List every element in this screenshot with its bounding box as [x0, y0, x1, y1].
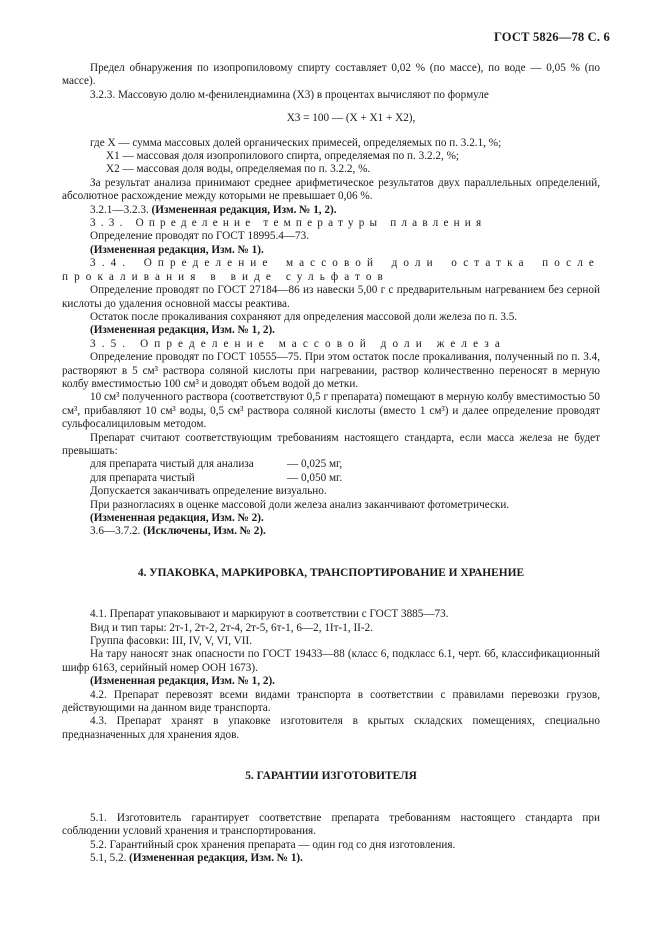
paragraph-3-2-3: 3.2.3. Массовую долю м-фенилендиамина (X3) в процентах вычисляют по формуле [90, 88, 489, 101]
amendment-note-3-5: (Измененная редакция, Изм. № 2). [90, 512, 264, 524]
paragraph-result: За результат анализа принимают среднее арифметическое результатов двух параллельных определений, абсолютное расхождение между которыми не превышает 0,06 %. [62, 176, 600, 203]
paragraph-3-4-method: Определение проводят по ГОСТ 27184—86 из навески 5,00 г с предварительным нагреванием без серной кислоты до удаления основной массы реактива. [62, 284, 600, 310]
paragraph-amendment-3-2 [62, 204, 600, 217]
limit-row-pure-grade [62, 472, 600, 485]
paragraph-detection-limit: Предел обнаружения по изопропиловому спирту составляет 0,02 % (по массе), по воде — 0,05 % (по массе). [62, 62, 600, 88]
amendment-ref: 3.2.1—3.2.3. [90, 203, 149, 216]
paragraph-photometric: При разногласиях в оценке массовой доли железа анализ заканчивают фотометрически. [90, 498, 510, 511]
paragraph-5-1: 5.1. Изготовитель гарантирует соответствие препарата требованиям настоящего стандарта при соблюдении условий хранения и транспортирования. [62, 811, 600, 838]
limit-value: — 0,025 мг, [287, 458, 343, 471]
paragraph-3-5-solution: 10 см³ полученного раствора (соответствуют 0,5 г препарата) помещают в мерную колбу вместимостью 50 см³, прибавляют 10 см³ воды, 0,5 см³ раствора соляной кислоты (вместо 1 см³) и далее определение проводят сульфосалициловым методом. [62, 391, 600, 431]
limit-value: — 0,050 мг. [287, 471, 343, 484]
limit-label: для препарата чистый для анализа [90, 458, 254, 471]
formula-where-x2: X2 — массовая доля воды, определяемая по п. 3.2.2, %. [106, 163, 371, 176]
paragraph-3-3-method: Определение проводят по ГОСТ 18995.4—73. [90, 230, 310, 243]
section-4-title: 4. УПАКОВКА, МАРКИРОВКА, ТРАНСПОРТИРОВАНИЕ И ХРАНЕНИЕ [137, 566, 525, 579]
heading-3-4: 3.4. Определение массовой доли остатка после прокаливания в виде сульфатов [62, 257, 600, 283]
amendment-note-3-3: (Измененная редакция, Изм. № 1). [90, 243, 264, 256]
paragraph-3-5-criteria: Препарат считают соответствующим требованиям настоящего стандарта, если масса железа не будет превышать: [62, 431, 600, 457]
heading-3-5: 3.5. Определение массовой доли железа [90, 337, 506, 350]
limit-row-analysis-grade [62, 458, 600, 471]
paragraph-hazard-sign: На тару наносят знак опасности по ГОСТ 19433—88 (класс 6, подкласс 6.1, черт. 6б, классификационный шифр 6163, серийный номер ООН 1673). [62, 648, 600, 674]
amendment-note-4-1: (Измененная редакция, Изм. № 1, 2). [90, 675, 275, 688]
amendment-note: (Измененная редакция, Изм. № 1, 2). [151, 203, 337, 216]
formula-where-x: где X — сумма массовых долей органических примесей, определяемых по п. 3.2.1, %; [90, 136, 502, 149]
amendment-note-3-4: (Измененная редакция, Изм. № 1, 2). [90, 324, 275, 337]
excluded-ref: 3.6—3.7.2. [90, 525, 141, 538]
paragraph-4-1: 4.1. Препарат упаковывают и маркируют в соответствии с ГОСТ 3885—73. [90, 608, 449, 621]
heading-3-3: 3.3. Определение температуры плавления [90, 217, 487, 230]
paragraph-4-3: 4.3. Препарат хранят в упаковке изготовителя в крытых складских помещениях, специально предназначенных для хранения ядов. [62, 715, 600, 741]
paragraph-3-4-residue: Остаток после прокаливания сохраняют для определения массовой доли железа по п. 3.5. [90, 310, 518, 323]
amendment-note: (Измененная редакция, Изм. № 1). [129, 851, 303, 864]
paragraph-packing-group: Группа фасовки: ІІІ, IV, V, VI, VII. [90, 635, 252, 648]
paragraph-5-2: 5.2. Гарантийный срок хранения препарата — один год со дня изготовления. [90, 838, 456, 851]
document-body [62, 62, 600, 865]
paragraph-excluded [62, 525, 600, 538]
paragraph-visual: Допускается заканчивать определение визуально. [90, 485, 327, 498]
amendment-ref: 5.1, 5.2. [90, 851, 127, 864]
formula: X3 = 100 — (X + X1 + X2), [286, 112, 416, 125]
paragraph-container-types: Вид и тип тары: 2т-1, 2т-2, 2т-4, 2т-5, 6т-1, 6—2, 1Іт-1, ІІ-2. [90, 621, 374, 634]
excluded-note: (Исключены, Изм. № 2). [143, 525, 266, 538]
section-5-title: 5. ГАРАНТИИ ИЗГОТОВИТЕЛЯ [245, 770, 417, 783]
limit-label: для препарата чистый [90, 471, 195, 484]
paragraph-amendment-5 [62, 852, 600, 865]
paragraph-4-2: 4.2. Препарат перевозят всеми видами транспорта в соответствии с правилами перевозки грузов, действующими на данном виде транспорта. [62, 688, 600, 715]
formula-where-x1: X1 — массовая доля изопропилового спирта, определяемая по п. 3.2.2, %; [106, 150, 459, 163]
paragraph-3-5-method: Определение проводят по ГОСТ 10555—75. При этом остаток после прокаливания, полученный по п. 3.4, растворяют в 5 см³ раствора соляной кислоты при нагревании, раствор количественно переносят в мерную колбу вместимостью 100 см³ и доводят объем водой до метки. [62, 351, 600, 390]
page-header: ГОСТ 5826—78 С. 6 [493, 30, 610, 44]
